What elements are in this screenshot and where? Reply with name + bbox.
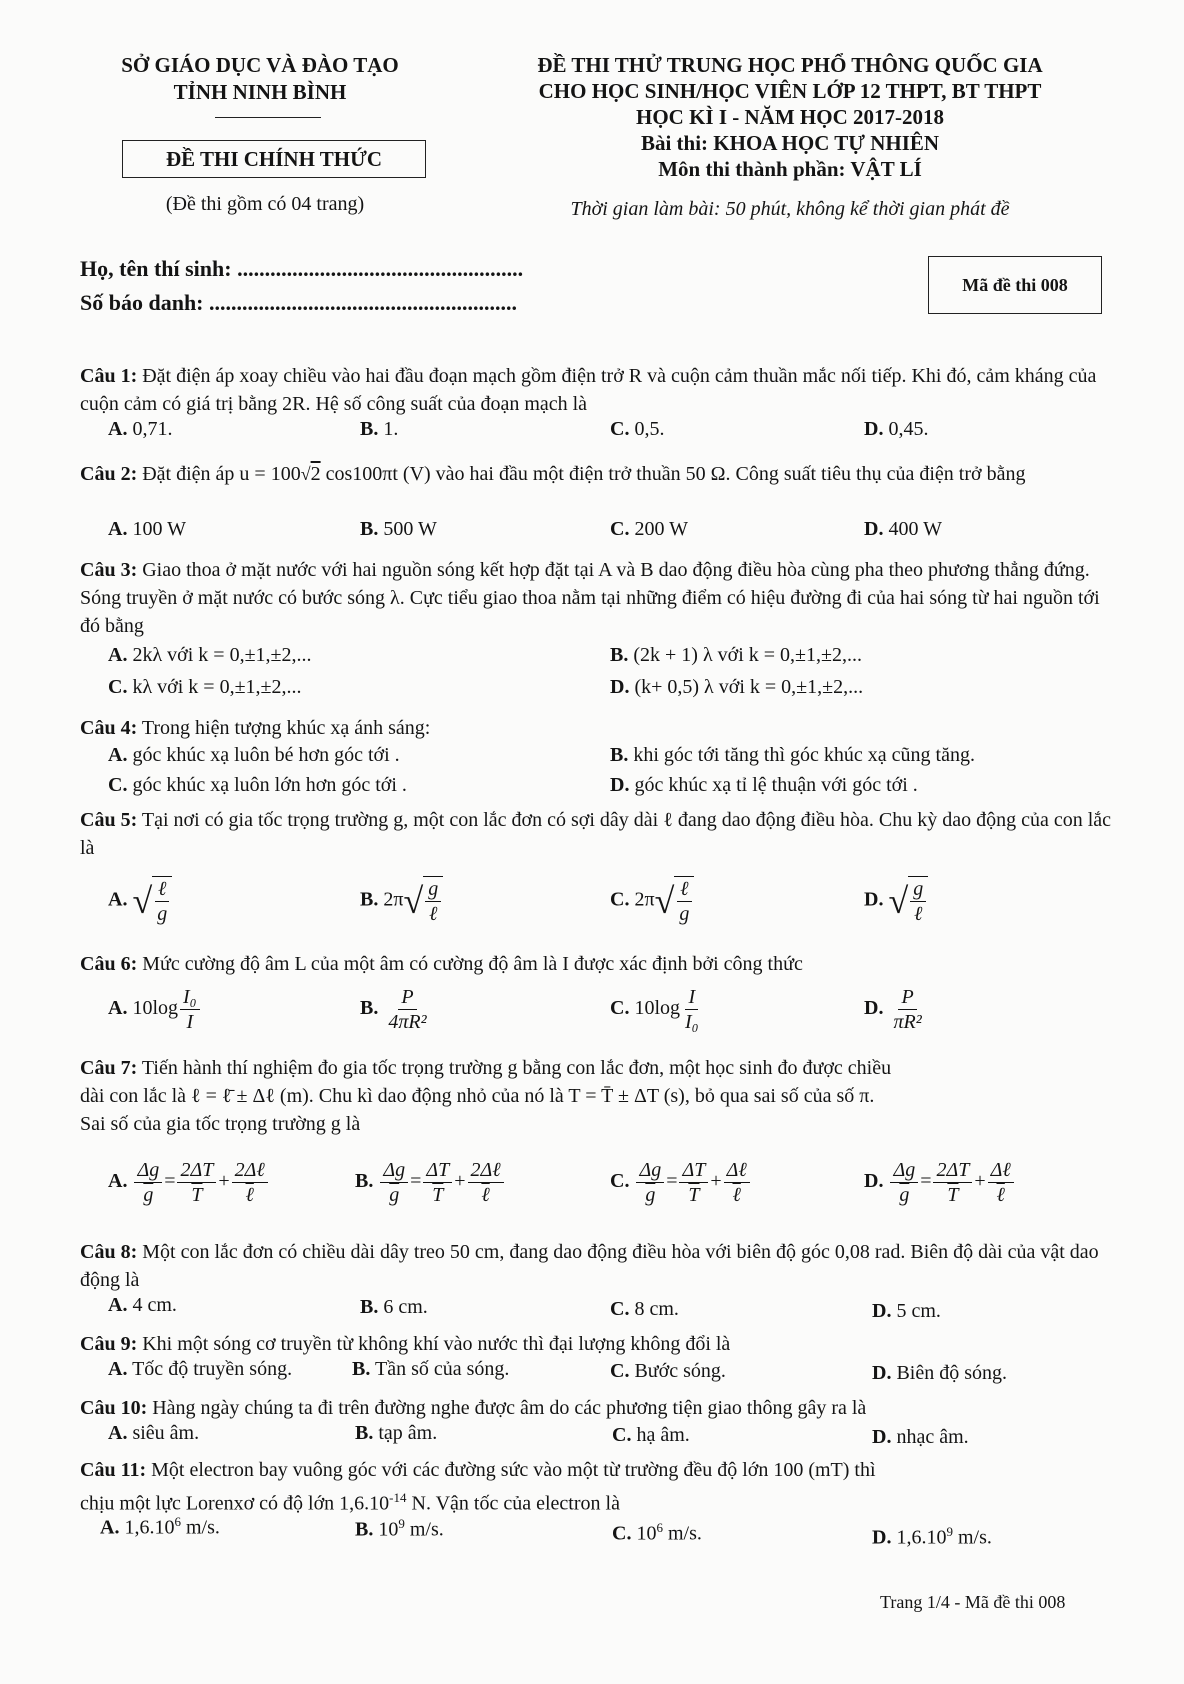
province-name: TỈNH NINH BÌNH: [173, 80, 347, 104]
option-d: D. nhạc âm.: [872, 1426, 969, 1448]
option-b: B. $10^9$ m/s.: [355, 1516, 444, 1541]
option-b: B. 1.: [360, 418, 399, 440]
page-footer: Trang 1/4 - Mã đề thi 008: [880, 1592, 1066, 1612]
option-c: C. 0,5.: [610, 418, 665, 440]
question-text: Đặt điện áp xoay chiều vào hai đầu đoạn mạch gồm điện trở R và cuộn cảm thuần mắc nối tiếp. Khi đó, cảm kháng của cuộn cảm có giá trị bằng 2R. Hệ số công suất của đoạn mạch là: [80, 365, 1097, 415]
question-11: Câu 11: Một electron bay vuông góc với các đường sức vào một từ trường đều độ lớn 100 (mT) thì chịu một lực Lorenxơ có độ lớn $1,6.10^{-14}$ N. Vận tốc của electron là: [80, 1459, 876, 1515]
option-a: A. 0,71.: [108, 418, 173, 440]
option-d: D. $\frac{\Delta g}{g}$ = $\frac{2\Delta T}{T}$ + $\frac{\text{Δℓ}}{\text{ℓ}}$: [864, 1158, 1016, 1207]
question-label: Câu 5:: [80, 809, 138, 831]
exam-title-line-1: ĐỀ THI THỬ TRUNG HỌC PHỔ THÔNG QUỐC GIA: [537, 53, 1043, 77]
option-c: C. 2π √ $\frac{\text{ℓ}}{g}$: [610, 876, 694, 926]
exam-code-badge: Mã đề thi 008: [928, 256, 1102, 314]
question-label: Câu 6:: [80, 953, 138, 975]
question-text: Hàng ngày chúng ta đi trên đường nghe được âm do các phương tiện giao thông gây ra là: [152, 1397, 867, 1419]
option-a: A. góc khúc xạ luôn bé hơn góc tới .: [108, 744, 400, 766]
option-b: B. $\frac{\Delta g}{g}$ = $\frac{\Delta T}{T}$ + $\frac{\text{2Δℓ}}{\text{ℓ}}$: [355, 1158, 506, 1207]
option-b: B. tạp âm.: [355, 1422, 438, 1444]
option-b: B. khi góc tới tăng thì góc khúc xạ cũng tăng.: [610, 744, 975, 766]
question-label: Câu 10:: [80, 1397, 148, 1419]
exam-title-line-2: CHO HỌC SINH/HỌC VIÊN LỚP 12 THPT, BT THPT: [538, 79, 1042, 103]
option-a: A. √ $\frac{\text{ℓ}}{g}$: [108, 876, 172, 926]
option-b: B. 6 cm.: [360, 1296, 428, 1318]
question-8: [80, 1238, 1115, 1294]
question-10: [80, 1394, 1115, 1422]
question-5: [80, 806, 1115, 862]
exam-subject: Bài thi: KHOA HỌC TỰ NHIÊN: [640, 131, 940, 155]
question-text: Khi một sóng cơ truyền từ không khí vào nước thì đại lượng không đổi là: [142, 1333, 731, 1355]
option-a: A. $\frac{\Delta g}{g}$ = $\frac{2\Delta T}{T}$ + $\frac{\text{2Δℓ}}{\text{ℓ}}$: [108, 1158, 270, 1207]
question-3: [80, 556, 1115, 640]
option-c: C. 10log $\frac{I}{\text{I₀}}$: [610, 986, 699, 1033]
official-exam-badge: ĐỀ THI CHÍNH THỨC: [122, 140, 426, 178]
question-label: Câu 11:: [80, 1459, 147, 1481]
exam-title-block: [460, 52, 1120, 222]
question-label: Câu 7:: [80, 1057, 138, 1079]
option-b: B. Tần số của sóng.: [352, 1358, 510, 1380]
header-divider: [215, 117, 321, 118]
option-a: A. 10log $\frac{\text{I₀}}{I}$: [108, 985, 202, 1034]
option-c: C. 8 cm.: [610, 1298, 679, 1320]
question-text: Mức cường độ âm L của một âm có cường độ âm là I được xác định bởi công thức: [142, 953, 803, 975]
option-c: C. kλ với k = 0,±1,±2,...: [108, 676, 302, 698]
question-label: Câu 9:: [80, 1333, 138, 1355]
option-a: A. 4 cm.: [108, 1294, 177, 1316]
option-a: A. 2kλ với k = 0,±1,±2,...: [108, 644, 312, 666]
option-c: C. Bước sóng.: [610, 1360, 726, 1382]
question-label: Câu 4:: [80, 717, 138, 739]
option-c: C. 200 W: [610, 518, 688, 540]
question-1: [80, 362, 1115, 418]
option-d: D. 5 cm.: [872, 1300, 941, 1322]
option-a: A. siêu âm.: [108, 1422, 200, 1444]
question-text: Giao thoa ở mặt nước với hai nguồn sóng kết hợp đặt tại A và B dao động điều hòa cùng pha theo phương thẳng đứng. Sóng truyền ở mặt nước có bước sóng λ. Cực tiểu giao thoa nằm tại những điểm có hiệu đường đi của hai sóng từ hai nguồn tới đó bằng: [80, 559, 1100, 637]
question-text: Trong hiện tượng khúc xạ ánh sáng:: [141, 717, 431, 739]
option-b: B. 500 W: [360, 518, 437, 540]
exam-time-note: Thời gian làm bài: 50 phút, không kể thời gian phát đề: [570, 198, 1010, 220]
question-6: [80, 950, 1115, 978]
option-a: A. Tốc độ truyền sóng.: [108, 1358, 293, 1380]
pages-note: (Đề thi gồm có 04 trang): [165, 193, 365, 215]
candidate-name-field: Họ, tên thí sinh: ....................................................: [80, 256, 524, 281]
question-label: Câu 2:: [80, 463, 138, 485]
question-7: Câu 7: Tiến hành thí nghiệm đo gia tốc trọng trường g bằng con lắc đơn, một học sinh đo được chiều dài con lắc là ℓ = ℓ̄ ± Δℓ (m). Chu kì dao động nhỏ của nó là T = T̄ ± ΔT (s), bỏ qua sai số của số π. Sai số của gia tốc trọng trường g là: [80, 1057, 892, 1135]
question-9: [80, 1330, 1115, 1358]
option-d: D. Biên độ sóng.: [872, 1362, 1008, 1384]
option-b: B. $\frac{P}{\text{4πR²}}$: [360, 986, 427, 1033]
option-c: C. $10^6$ m/s.: [612, 1520, 702, 1545]
department-header: [80, 52, 440, 106]
question-4: [80, 714, 1115, 742]
option-d: D. góc khúc xạ tỉ lệ thuận với góc tới .: [610, 774, 918, 796]
department-name: SỞ GIÁO DỤC VÀ ĐÀO TẠO: [121, 53, 399, 77]
question-label: Câu 1:: [80, 365, 138, 387]
question-text: Một con lắc đơn có chiều dài dây treo 50 cm, đang dao động điều hòa với biên độ góc 0,08 rad. Biên độ dài của vật dao động là: [80, 1241, 1099, 1291]
exam-component: Môn thi thành phần: VẬT LÍ: [658, 157, 922, 181]
option-a: A. 100 W: [108, 518, 186, 540]
option-d: D. 400 W: [864, 518, 942, 540]
question-label: Câu 8:: [80, 1241, 138, 1263]
option-d: D. 0,45.: [864, 418, 929, 440]
question-label: Câu 3:: [80, 559, 138, 581]
option-d: D. 1,6.10$^9$ m/s.: [872, 1524, 992, 1549]
option-d: D. $\frac{P}{\text{πR²}}$: [864, 986, 922, 1033]
option-a: A. 1,6.10$^6$ m/s.: [100, 1514, 220, 1539]
candidate-id-field: Số báo danh: ........................................................: [80, 290, 518, 315]
exam-title-line-3: HỌC KÌ I - NĂM HỌC 2017-2018: [636, 105, 944, 129]
option-d: D. √ $\frac{g}{\text{ℓ}}$: [864, 876, 928, 926]
option-b: B. (2k + 1) λ với k = 0,±1,±2,...: [610, 644, 863, 666]
option-d: D. (k+ 0,5) λ với k = 0,±1,±2,...: [610, 676, 864, 698]
option-c: C. $\frac{\Delta g}{g}$ = $\frac{\Delta T}{T}$ + $\frac{\text{Δℓ}}{\text{ℓ}}$: [610, 1158, 752, 1207]
option-c: C. hạ âm.: [612, 1424, 690, 1446]
option-c: C. góc khúc xạ luôn lớn hơn góc tới .: [108, 774, 407, 796]
question-text: Tại nơi có gia tốc trọng trường g, một con lắc đơn có sợi dây dài ℓ đang dao động điều hòa. Chu kỳ dao động của con lắc là: [80, 809, 1112, 859]
option-b: B. 2π √ $\frac{g}{\text{ℓ}}$: [360, 876, 443, 926]
question-2: Câu 2: Đặt điện áp u = 100√2 cos100πt (V) vào hai đầu một điện trở thuần 50 Ω. Công suất tiêu thụ của điện trở bằng: [80, 463, 1026, 485]
